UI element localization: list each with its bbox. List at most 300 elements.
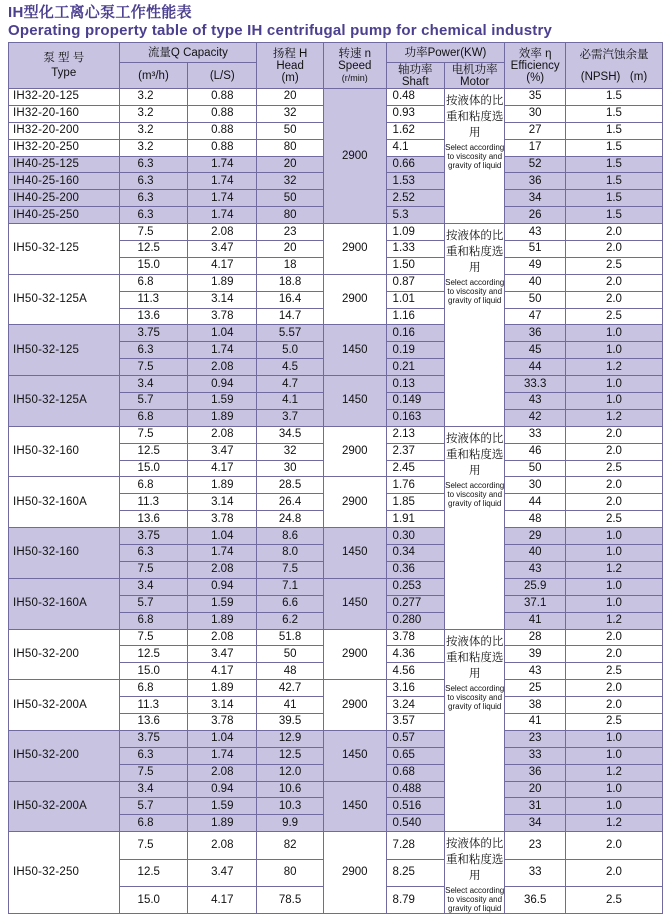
header-cap-ls: (L/S): [188, 63, 257, 89]
pump-type: IH40-25-160: [9, 173, 120, 190]
header-cap-m3h: (m³/h): [119, 63, 188, 89]
capacity-ls: 0.88: [188, 139, 257, 156]
pump-type: IH32-20-250: [9, 139, 120, 156]
capacity-m3h: 6.3: [119, 190, 188, 207]
header-eff-cn: 效率 η: [518, 47, 552, 60]
speed: 2900: [323, 477, 386, 528]
head: 32: [257, 173, 324, 190]
efficiency: 36.5: [505, 886, 565, 913]
shaft-power: 7.28: [386, 832, 444, 859]
header-head-cn: 扬程 H: [272, 47, 308, 60]
shaft-power: 1.50: [386, 257, 444, 274]
npsh: 1.5: [565, 156, 662, 173]
shaft-power: 4.1: [386, 139, 444, 156]
efficiency: 49: [505, 257, 565, 274]
pump-type: IH50-32-160A: [9, 578, 120, 629]
efficiency: 20: [505, 781, 565, 798]
head: 80: [257, 139, 324, 156]
head: 50: [257, 122, 324, 139]
efficiency: 33: [505, 859, 565, 886]
npsh: 1.0: [565, 325, 662, 342]
head: 4.1: [257, 393, 324, 410]
head: 3.7: [257, 409, 324, 426]
shaft-power: 0.36: [386, 561, 444, 578]
capacity-m3h: 5.7: [119, 798, 188, 815]
table-row: [9, 325, 663, 342]
table-row: [9, 426, 663, 443]
npsh: 1.0: [565, 781, 662, 798]
shaft-power: 0.16: [386, 325, 444, 342]
npsh: 2.5: [565, 886, 662, 913]
capacity-ls: 3.78: [188, 511, 257, 528]
capacity-ls: 4.17: [188, 663, 257, 680]
table-row: [9, 832, 663, 859]
capacity-m3h: 7.5: [119, 426, 188, 443]
capacity-ls: 4.17: [188, 257, 257, 274]
capacity-m3h: 7.5: [119, 629, 188, 646]
npsh: 2.5: [565, 663, 662, 680]
npsh: 2.0: [565, 832, 662, 859]
pump-type: IH50-32-250: [9, 832, 120, 914]
head: 16.4: [257, 291, 324, 308]
efficiency: 43: [505, 561, 565, 578]
motor-power-note-0: [444, 89, 504, 224]
npsh: 1.2: [565, 561, 662, 578]
motor-note-cn: 按液体的比重和粘度选用: [445, 432, 504, 477]
shaft-power: 2.13: [386, 426, 444, 443]
efficiency: 34: [505, 815, 565, 832]
capacity-ls: 1.74: [188, 545, 257, 562]
capacity-m3h: 13.6: [119, 308, 188, 325]
speed: 1450: [323, 578, 386, 629]
capacity-ls: 1.74: [188, 173, 257, 190]
efficiency: 36: [505, 325, 565, 342]
head: 23: [257, 224, 324, 241]
head: 18: [257, 257, 324, 274]
efficiency: 31: [505, 798, 565, 815]
npsh: 2.0: [565, 494, 662, 511]
pump-type: IH50-32-125A: [9, 376, 120, 427]
header-power: 功率Power(KW): [386, 43, 505, 63]
efficiency: 42: [505, 409, 565, 426]
efficiency: 25: [505, 680, 565, 697]
capacity-m3h: 11.3: [119, 494, 188, 511]
capacity-ls: 2.08: [188, 629, 257, 646]
efficiency: 33: [505, 426, 565, 443]
efficiency: 50: [505, 291, 565, 308]
capacity-ls: 0.94: [188, 578, 257, 595]
capacity-ls: 2.08: [188, 764, 257, 781]
npsh: 1.0: [565, 342, 662, 359]
head: 24.8: [257, 511, 324, 528]
shaft-power: 0.253: [386, 578, 444, 595]
efficiency: 50: [505, 460, 565, 477]
capacity-ls: 1.59: [188, 393, 257, 410]
head: 12.5: [257, 747, 324, 764]
shaft-power: 0.66: [386, 156, 444, 173]
efficiency: 23: [505, 832, 565, 859]
pump-type: IH40-25-125: [9, 156, 120, 173]
pump-type: IH32-20-200: [9, 122, 120, 139]
shaft-power: 1.62: [386, 122, 444, 139]
npsh: 2.5: [565, 257, 662, 274]
header-motor: [444, 63, 504, 89]
speed: 1450: [323, 781, 386, 832]
capacity-m3h: 3.2: [119, 122, 188, 139]
capacity-m3h: 12.5: [119, 241, 188, 258]
header-type: [9, 43, 120, 89]
speed: 2900: [323, 832, 386, 914]
npsh: 1.0: [565, 730, 662, 747]
capacity-ls: 2.08: [188, 426, 257, 443]
pump-type: IH50-32-200A: [9, 781, 120, 832]
npsh: 2.0: [565, 646, 662, 663]
shaft-power: 1.09: [386, 224, 444, 241]
capacity-ls: 0.94: [188, 781, 257, 798]
table-row: [9, 224, 663, 241]
capacity-ls: 1.59: [188, 798, 257, 815]
header-speed: [323, 43, 386, 89]
capacity-m3h: 6.3: [119, 545, 188, 562]
pump-type: IH50-32-160: [9, 426, 120, 477]
capacity-m3h: 15.0: [119, 663, 188, 680]
motor-note-cn: 按液体的比重和粘度选用: [445, 95, 504, 139]
capacity-ls: 3.47: [188, 646, 257, 663]
capacity-m3h: 3.4: [119, 781, 188, 798]
capacity-ls: 1.04: [188, 325, 257, 342]
shaft-power: 1.01: [386, 291, 444, 308]
shaft-power: 3.78: [386, 629, 444, 646]
header-type-en: Type: [51, 67, 77, 79]
shaft-power: 1.85: [386, 494, 444, 511]
head: 48: [257, 663, 324, 680]
speed: 1450: [323, 730, 386, 781]
shaft-power: 0.93: [386, 105, 444, 122]
capacity-m3h: 6.8: [119, 612, 188, 629]
npsh: 2.5: [565, 713, 662, 730]
npsh: 1.2: [565, 409, 662, 426]
efficiency: 34: [505, 190, 565, 207]
capacity-m3h: 13.6: [119, 511, 188, 528]
shaft-power: 2.52: [386, 190, 444, 207]
efficiency: 47: [505, 308, 565, 325]
speed: 2900: [323, 89, 386, 224]
capacity-m3h: 15.0: [119, 886, 188, 913]
npsh: 2.0: [565, 291, 662, 308]
shaft-power: 0.277: [386, 595, 444, 612]
npsh: 1.0: [565, 528, 662, 545]
efficiency: 33.3: [505, 376, 565, 393]
npsh: 1.0: [565, 798, 662, 815]
capacity-ls: 1.74: [188, 747, 257, 764]
head: 30: [257, 460, 324, 477]
npsh: 1.0: [565, 393, 662, 410]
table-header: [9, 43, 663, 89]
capacity-ls: 1.04: [188, 730, 257, 747]
efficiency: 33: [505, 747, 565, 764]
speed: 2900: [323, 274, 386, 325]
capacity-ls: 3.47: [188, 859, 257, 886]
head: 8.6: [257, 528, 324, 545]
npsh: 1.0: [565, 595, 662, 612]
header-head-unit: (m): [281, 71, 299, 84]
shaft-power: 3.24: [386, 697, 444, 714]
capacity-m3h: 13.6: [119, 713, 188, 730]
efficiency: 17: [505, 139, 565, 156]
head: 20: [257, 89, 324, 106]
head: 7.1: [257, 578, 324, 595]
head: 50: [257, 646, 324, 663]
capacity-m3h: 3.2: [119, 89, 188, 106]
npsh: 1.2: [565, 612, 662, 629]
efficiency: 43: [505, 663, 565, 680]
shaft-power: 5.3: [386, 207, 444, 224]
shaft-power: 0.48: [386, 89, 444, 106]
pump-type: IH50-32-200: [9, 629, 120, 680]
head: 20: [257, 156, 324, 173]
shaft-power: 0.488: [386, 781, 444, 798]
efficiency: 48: [505, 511, 565, 528]
head: 5.0: [257, 342, 324, 359]
capacity-ls: 3.14: [188, 291, 257, 308]
head: 8.0: [257, 545, 324, 562]
efficiency: 36: [505, 764, 565, 781]
header-npsh: [565, 43, 662, 89]
capacity-ls: 1.89: [188, 477, 257, 494]
head: 32: [257, 443, 324, 460]
header-eff-en: Efficiency: [510, 59, 560, 72]
pump-performance-table: [8, 42, 663, 914]
capacity-m3h: 3.2: [119, 139, 188, 156]
shaft-power: 1.53: [386, 173, 444, 190]
pump-type: IH50-32-125: [9, 325, 120, 376]
npsh: 1.0: [565, 545, 662, 562]
header-speed-unit: (r/min): [341, 72, 368, 83]
npsh: 1.2: [565, 359, 662, 376]
shaft-power: 0.21: [386, 359, 444, 376]
capacity-ls: 0.88: [188, 105, 257, 122]
head: 41: [257, 697, 324, 714]
header-type-cn: 泵 型 号: [43, 52, 85, 64]
head: 82: [257, 832, 324, 859]
efficiency: 41: [505, 713, 565, 730]
capacity-ls: 1.59: [188, 595, 257, 612]
efficiency: 27: [505, 122, 565, 139]
shaft-power: 0.13: [386, 376, 444, 393]
shaft-power: 0.30: [386, 528, 444, 545]
shaft-power: 4.36: [386, 646, 444, 663]
efficiency: 43: [505, 224, 565, 241]
capacity-m3h: 11.3: [119, 291, 188, 308]
pump-type: IH40-25-250: [9, 207, 120, 224]
capacity-m3h: 15.0: [119, 257, 188, 274]
capacity-m3h: 15.0: [119, 460, 188, 477]
capacity-ls: 1.74: [188, 156, 257, 173]
npsh: 1.5: [565, 89, 662, 106]
shaft-power: 3.57: [386, 713, 444, 730]
head: 10.3: [257, 798, 324, 815]
shaft-power: 1.33: [386, 241, 444, 258]
npsh: 1.0: [565, 578, 662, 595]
efficiency: 29: [505, 528, 565, 545]
motor-note-cn: 按液体的比重和粘度选用: [445, 635, 504, 680]
npsh: 1.5: [565, 122, 662, 139]
npsh: 2.0: [565, 859, 662, 886]
head: 26.4: [257, 494, 324, 511]
head: 39.5: [257, 713, 324, 730]
head: 80: [257, 207, 324, 224]
capacity-ls: 1.74: [188, 342, 257, 359]
table-body: [9, 89, 663, 914]
motor-note-cn: 按液体的比重和粘度选用: [445, 230, 504, 275]
table-row: [9, 578, 663, 595]
head: 18.8: [257, 274, 324, 291]
efficiency: 36: [505, 173, 565, 190]
header-motor-en: Motor: [459, 75, 490, 88]
header-motor-cn: 电机功率: [451, 63, 498, 76]
capacity-ls: 2.08: [188, 359, 257, 376]
efficiency: 30: [505, 105, 565, 122]
header-head-en: Head: [276, 59, 304, 72]
npsh: 2.0: [565, 224, 662, 241]
table-row: [9, 730, 663, 747]
shaft-power: 1.76: [386, 477, 444, 494]
npsh: 1.2: [565, 764, 662, 781]
pump-type: IH40-25-200: [9, 190, 120, 207]
capacity-m3h: 7.5: [119, 561, 188, 578]
head: 4.7: [257, 376, 324, 393]
efficiency: 28: [505, 629, 565, 646]
head: 6.2: [257, 612, 324, 629]
head: 14.7: [257, 308, 324, 325]
shaft-power: 0.540: [386, 815, 444, 832]
capacity-ls: 2.08: [188, 832, 257, 859]
capacity-ls: 0.88: [188, 122, 257, 139]
head: 50: [257, 190, 324, 207]
speed: 1450: [323, 528, 386, 579]
shaft-power: 2.45: [386, 460, 444, 477]
speed: 1450: [323, 376, 386, 427]
capacity-m3h: 6.3: [119, 173, 188, 190]
shaft-power: 0.163: [386, 409, 444, 426]
capacity-m3h: 6.3: [119, 207, 188, 224]
npsh: 2.5: [565, 308, 662, 325]
motor-power-note-1: [444, 224, 504, 427]
table-row: [9, 376, 663, 393]
shaft-power: 0.19: [386, 342, 444, 359]
npsh: 1.5: [565, 139, 662, 156]
capacity-ls: 3.47: [188, 241, 257, 258]
head: 12.9: [257, 730, 324, 747]
capacity-ls: 3.78: [188, 308, 257, 325]
speed: 2900: [323, 680, 386, 731]
shaft-power: 0.68: [386, 764, 444, 781]
npsh: 2.0: [565, 443, 662, 460]
efficiency: 44: [505, 494, 565, 511]
capacity-ls: 3.47: [188, 443, 257, 460]
capacity-m3h: 6.8: [119, 274, 188, 291]
npsh: 1.5: [565, 105, 662, 122]
pump-type: IH32-20-125: [9, 89, 120, 106]
capacity-ls: 0.88: [188, 89, 257, 106]
header-shaft-en: Shaft: [401, 75, 429, 88]
shaft-power: 0.34: [386, 545, 444, 562]
efficiency: 40: [505, 274, 565, 291]
capacity-ls: 1.89: [188, 274, 257, 291]
npsh: 2.0: [565, 697, 662, 714]
header-shaft-cn: 轴功率: [398, 63, 433, 76]
efficiency: 39: [505, 646, 565, 663]
motor-note-cn: 按液体的比重和粘度选用: [445, 838, 504, 883]
capacity-ls: 1.89: [188, 680, 257, 697]
header-eff-unit: (%): [526, 71, 545, 84]
motor-note-en: Select according to viscosity and gravity of liquid: [445, 683, 505, 711]
capacity-m3h: 12.5: [119, 443, 188, 460]
capacity-m3h: 12.5: [119, 646, 188, 663]
capacity-m3h: 6.3: [119, 747, 188, 764]
table-row: [9, 680, 663, 697]
shaft-power: 2.37: [386, 443, 444, 460]
npsh: 2.0: [565, 241, 662, 258]
efficiency: 52: [505, 156, 565, 173]
table-row: [9, 528, 663, 545]
header-shaft: [386, 63, 444, 89]
head: 28.5: [257, 477, 324, 494]
npsh: 1.5: [565, 190, 662, 207]
npsh: 1.5: [565, 173, 662, 190]
pump-type: IH50-32-160A: [9, 477, 120, 528]
npsh: 2.0: [565, 477, 662, 494]
shaft-power: 0.280: [386, 612, 444, 629]
capacity-m3h: 6.8: [119, 815, 188, 832]
capacity-m3h: 5.7: [119, 393, 188, 410]
table-row: [9, 274, 663, 291]
capacity-m3h: 3.4: [119, 376, 188, 393]
shaft-power: 8.25: [386, 859, 444, 886]
head: 4.5: [257, 359, 324, 376]
capacity-m3h: 11.3: [119, 697, 188, 714]
capacity-m3h: 7.5: [119, 832, 188, 859]
capacity-m3h: 5.7: [119, 595, 188, 612]
head: 78.5: [257, 886, 324, 913]
shaft-power: 4.56: [386, 663, 444, 680]
capacity-ls: 1.89: [188, 409, 257, 426]
efficiency: 30: [505, 477, 565, 494]
pump-type: IH50-32-160: [9, 528, 120, 579]
head: 5.57: [257, 325, 324, 342]
capacity-ls: 2.08: [188, 224, 257, 241]
capacity-ls: 4.17: [188, 886, 257, 913]
capacity-ls: 1.74: [188, 190, 257, 207]
npsh: 1.2: [565, 815, 662, 832]
shaft-power: 0.516: [386, 798, 444, 815]
capacity-m3h: 3.75: [119, 730, 188, 747]
pump-type: IH50-32-200A: [9, 680, 120, 731]
capacity-ls: 4.17: [188, 460, 257, 477]
efficiency: 51: [505, 241, 565, 258]
header-capacity: 流量Q Capacity: [119, 43, 257, 63]
efficiency: 41: [505, 612, 565, 629]
capacity-m3h: 3.4: [119, 578, 188, 595]
shaft-power: 0.57: [386, 730, 444, 747]
page-title-cn: IH型化工离心泵工作性能表: [8, 4, 192, 21]
shaft-power: 0.65: [386, 747, 444, 764]
capacity-m3h: 6.3: [119, 342, 188, 359]
capacity-ls: 3.78: [188, 713, 257, 730]
capacity-ls: 1.89: [188, 612, 257, 629]
speed: 2900: [323, 224, 386, 275]
shaft-power: 0.87: [386, 274, 444, 291]
